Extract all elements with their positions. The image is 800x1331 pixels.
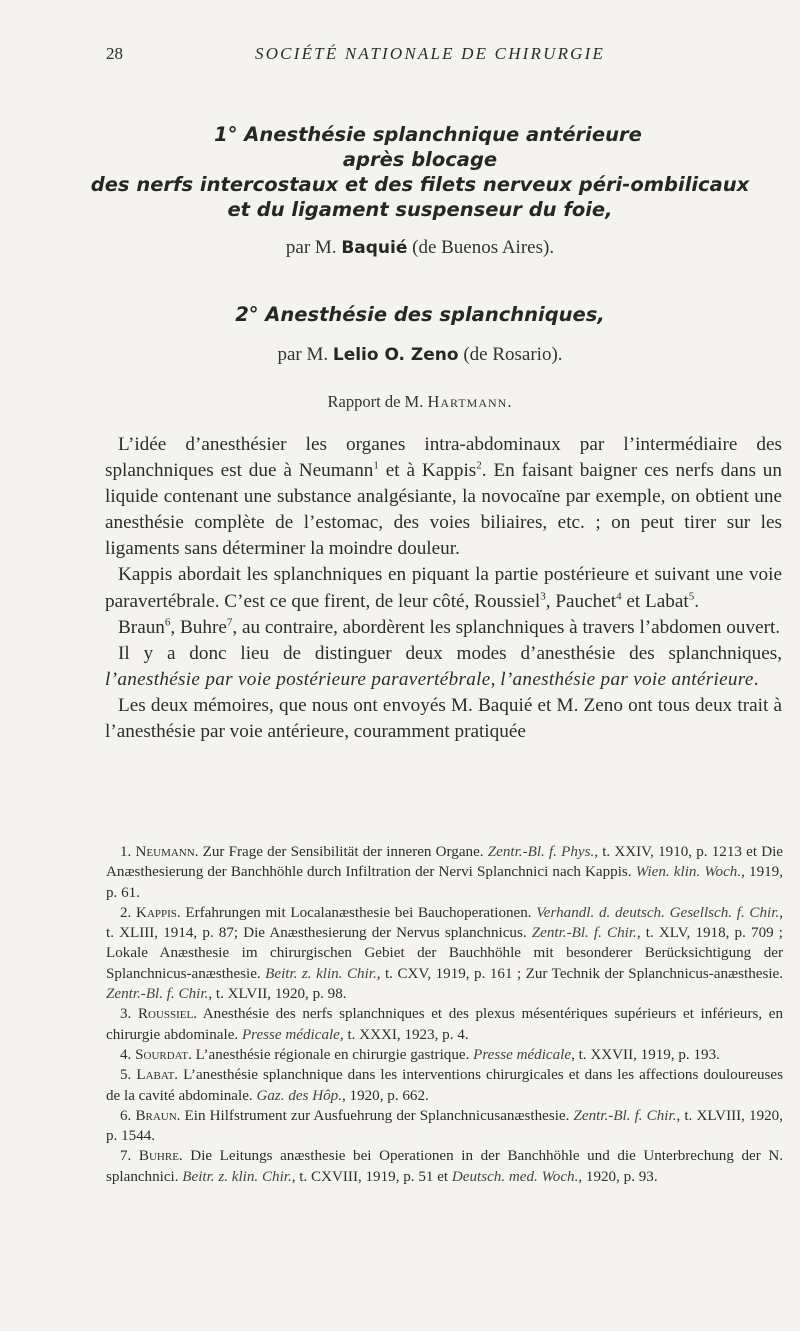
footnote-2 <box>106 903 783 1004</box>
footnote-journal: Zentr.-Bl. f. Phys. <box>487 844 595 860</box>
footnote-ref-7: 7 <box>226 616 233 629</box>
footnote-text: , t. CXV, 1919, p. 161 ; Zur Technik der Splanchnicus-anæsthesie. <box>376 965 783 982</box>
footnote-text: , t. XLIII, 1914, p. 87; Die Anæsthesierung der Nervus splanchnicus. <box>106 904 783 942</box>
footnote-text: , t. XXXI, 1923, p. 4. <box>339 1026 469 1043</box>
footnote-author: Buhre. <box>138 1148 183 1165</box>
footnote-1 <box>106 842 783 903</box>
footnote-text: Anesthésie des nerfs splanchniques et des plexus mésentériques supérieurs et inférieurs, en chirurgie abdominale. <box>106 1006 783 1043</box>
p3-text-b: , Buhre <box>170 616 227 638</box>
p4-text-b: , <box>490 668 501 690</box>
p3-text-c: , au contraire, abordèrent les splanchniques à travers l’abdomen ouvert. <box>232 616 781 638</box>
footnote-ref-3: 3 <box>540 590 546 603</box>
footnote-journal: Presse médicale <box>473 1046 572 1063</box>
footnote-journal: Zentr.-Bl. f. Chir. <box>531 925 637 942</box>
footnote-author: Roussiel. <box>137 1006 198 1023</box>
footnote-text: L’anesthésie régionale en chirurgie gastrique. <box>191 1046 474 1063</box>
footnote-journal: Beitr. z. klin. Chir. <box>182 1168 292 1185</box>
footnote-number: 2. <box>120 904 132 921</box>
footnote-ref-6: 6 <box>164 616 171 629</box>
author-2: Lelio O. Zeno <box>332 345 459 365</box>
p1-text-a: L’idée d’anesthésier les organes intra-abdominaux par l’intermédiaire des splanchniques est due à Neumann <box>105 434 782 482</box>
footnote-number: 3. <box>120 1006 132 1023</box>
title1-line-2: après blocage <box>342 148 498 171</box>
footnote-number: 7. <box>120 1148 132 1165</box>
body-paragraph-1 <box>105 432 782 562</box>
footnote-text: , t. XXIV, 1910, p. 1213 et Die Anæsthesierung der Banchhöhle durch Infiltration der Nervi Splanchnici nach Kappis. <box>106 844 783 881</box>
report-prefix: Rapport de M. <box>327 392 424 411</box>
footnote-text: , t. CXVIII, 1919, p. 51 et <box>291 1168 452 1185</box>
footnote-ref-2: 2 <box>476 459 482 472</box>
footnote-text: L’anesthésie splanchnique dans les interventions chirurgicales et dans les affections douloureuses de la cavité abdominale. <box>106 1067 783 1104</box>
footnote-author: Neumann. <box>135 844 199 860</box>
body-paragraph-3 <box>105 615 782 641</box>
footnote-6 <box>106 1106 783 1147</box>
footnote-ref-1: 1 <box>373 459 379 472</box>
footnote-number: 5. <box>120 1067 132 1084</box>
footnote-number: 6. <box>120 1107 132 1124</box>
footnote-author: Sourdat. <box>135 1046 192 1063</box>
p2-text-b: , Pauchet <box>545 590 617 612</box>
article-body <box>105 432 782 745</box>
footnote-text: , 1920, p. 93. <box>578 1168 658 1185</box>
running-head <box>0 44 800 68</box>
affiliation-1: (de Buenos Aires). <box>412 237 555 258</box>
body-paragraph-5: Les deux mémoires, que nous ont envoyés M. Baquié et M. Zeno ont tous deux trait à l’anesthésie par voie antérieure, couramment pratiquée <box>105 694 782 743</box>
title1-line-3: des nerfs intercostaux et des filets nerveux péri-ombilicaux <box>90 173 750 196</box>
title1-line-4: et du ligament suspenseur du foie, <box>227 198 613 221</box>
footnote-7 <box>106 1146 783 1187</box>
page-number: 28 <box>106 44 123 63</box>
footnote-text: , t. XLVII, 1920, p. 98. <box>208 986 347 1003</box>
footnote-text: , 1920, p. 662. <box>341 1087 429 1104</box>
reporter-name: Hartmann. <box>427 392 513 411</box>
footnote-author: Labat. <box>136 1067 179 1084</box>
footnote-journal: Deutsch. med. Woch. <box>451 1168 579 1185</box>
article-titles <box>40 122 800 412</box>
footnote-5 <box>106 1065 783 1106</box>
author-1: Baquié <box>341 238 408 258</box>
p2-text-c: et Labat <box>621 590 689 612</box>
byline-2 <box>40 343 800 367</box>
footnote-journal: Gaz. des Hôp. <box>256 1087 342 1104</box>
footnote-author: Braun. <box>135 1107 181 1124</box>
footnote-number: 4. <box>120 1046 132 1063</box>
p2-text-d: . <box>694 590 700 612</box>
title1-line-1: 1° Anesthésie splanchnique antérieure <box>214 123 642 146</box>
footnote-author: Kappis. <box>136 904 181 921</box>
byline-1-prefix: par M. <box>285 237 337 258</box>
footnote-text: Die Leitungs anæsthesie bei Operationen in der Banchhöhle und die Unterbrechung der N. splanchnici. <box>106 1148 783 1185</box>
footnote-ref-4: 4 <box>616 590 622 603</box>
p4-italic-1: l’anesthésie par voie postérieure paravertébrale <box>105 668 491 690</box>
affiliation-2: (de Rosario). <box>463 344 563 365</box>
footnote-ref-5: 5 <box>688 590 695 603</box>
footnote-journal: Zentr.-Bl. f. Chir. <box>573 1107 677 1124</box>
footnote-text: , t. XXVII, 1919, p. 193. <box>571 1046 720 1063</box>
footnote-journal: Beitr. z. klin. Chir. <box>265 965 377 982</box>
footnote-journal: Verhandl. d. deutsch. Gesellsch. f. Chir. <box>536 904 780 921</box>
footnote-3 <box>106 1004 783 1045</box>
footnote-text: , 1919, p. 61. <box>106 864 783 901</box>
footnote-journal: Presse médicale <box>241 1026 340 1043</box>
p2-text-a: Kappis abordait les splanchniques en piquant la partie postérieure et suivant une voie paravertébrale. C’est ce que firent, de leur côté, Roussiel <box>105 564 782 612</box>
p4-italic-2: l’anesthésie par voie antérieure <box>500 668 754 690</box>
p4-text-a: Il y a donc lieu de distinguer deux modes d’anesthésie des splanchniques, <box>118 642 782 664</box>
footnotes <box>106 842 783 1187</box>
report-line <box>40 392 800 412</box>
footnote-text: , t. XLV, 1918, p. 709 ; Lokale Anæsthesie im chirurgischen Gebiet der Bauchhöhle mit besonderer Berücksichtigung der Splanchnicus-anæsthesie. <box>106 925 783 982</box>
journal-title: SOCIÉTÉ NATIONALE DE CHIRURGIE <box>255 44 606 63</box>
title2-line: 2° Anesthésie des splanchniques, <box>235 303 605 326</box>
footnote-text: , t. XLVIII, 1920, p. 1544. <box>106 1107 783 1145</box>
footnote-journal: Wien. klin. Woch. <box>635 864 742 881</box>
body-paragraph-4 <box>105 641 782 693</box>
p1-text-c: . En faisant baigner ces nerfs dans un liquide contenant une substance analgésiante, la novocaïne par exemple, on obtient une anesthésie complète de l’estomac, des voies biliaires, etc. ; on peut tirer sur les ligaments sans déterminer la moindre douleur. <box>105 460 782 560</box>
byline-1 <box>40 236 800 260</box>
byline-2-prefix: par M. <box>277 344 329 365</box>
p1-text-b: et à Kappis <box>378 460 477 482</box>
footnote-journal: Zentr.-Bl. f. Chir. <box>106 986 209 1003</box>
footnote-number: 1. <box>120 844 132 860</box>
p4-text-c: . <box>753 668 759 690</box>
footnote-text: Ein Hilfstrument zur Ausfuehrung der Splanchnicusanæsthesie. <box>180 1107 574 1124</box>
body-paragraph-2 <box>105 562 782 614</box>
footnote-4 <box>106 1045 783 1065</box>
footnote-text: Zur Frage der Sensibilität der inneren Organe. <box>198 844 488 860</box>
p3-text-a: Braun <box>118 616 165 638</box>
footnote-text: Erfahrungen mit Localanæsthesie bei Bauchoperationen. <box>180 904 537 921</box>
